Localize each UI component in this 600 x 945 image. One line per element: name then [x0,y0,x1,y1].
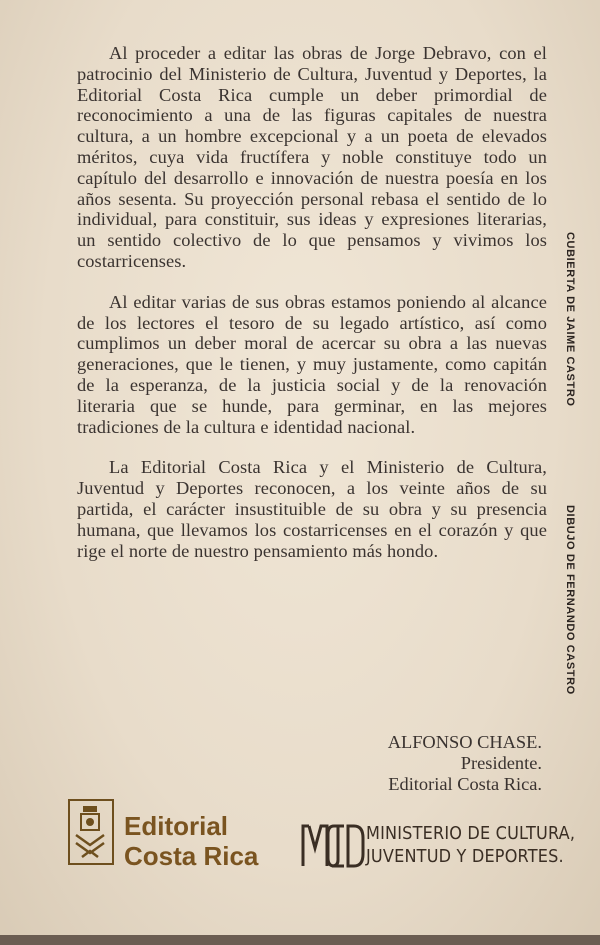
drawing-credit: DIBUJO DE FERNANDO CASTRO [564,505,576,695]
signatory-organization: Editorial Costa Rica. [388,774,542,794]
ministerio-wordmark [366,823,575,869]
editorial-costa-rica-wordmark [124,811,258,871]
mcjd-monogram-icon [300,820,366,870]
editorial-statement [77,43,547,581]
ecr-line-2: Costa Rica [124,841,259,871]
paragraph-2: Al editar varias de sus obras estamos poniendo al alcance de los lectores el tesoro de su legado artístico, así como cumplimos un deber moral de acercar su obra a las nuevas generaciones, que le tienen, y muy justamente, como capitán de la esperanza, de la justicia social y de la renovación literaria que se hunde, para germinar, en las mejores tradiciones de la cultura e identidad nacional. [77,291,547,437]
signatory-role: Presidente. [460,753,542,773]
mcjd-line-1: MINISTERIO DE CULTURA, [366,824,576,844]
ministerio-cultura-logo [300,820,580,872]
book-emblem-icon [68,799,114,865]
page-bottom-edge [0,935,600,945]
paragraph-1: Al proceder a editar las obras de Jorge Debravo, con el patrocinio del Ministerio de Cultura, Juventud y Deportes, la Editorial Costa Rica cumple un deber primordial de reconocimiento a una de las figuras capitales de nuestra cultura, a un hombre excepcional y a un poeta de elevados méritos, cuya vida fructífera y noble constituye todo un capítulo del desarrollo e innovación de nuestra poesía en los años sesenta. Su proyección personal rebasa el sentido de lo individual, para constituir, sus ideas y expresiones literarias, un sentido colectivo de lo que pensamos y vivimos los costarricenses. [77,43,547,271]
cover-credit: CUBIERTA DE JAIME CASTRO [564,232,576,407]
signatory-name: ALFONSO CHASE. [387,732,542,752]
signature-block [242,732,542,795]
ecr-line-1: Editorial [124,811,229,841]
paragraph-3: La Editorial Costa Rica y el Ministerio de Cultura, Juventud y Deportes reconocen, a los veinte años de su partida, el carácter insustituible de su obra y su presencia humana, que llevamos los costarricenses en el corazón y que rige el norte de nuestro pensamiento más hondo. [77,457,547,561]
mcjd-line-2: JUVENTUD Y DEPORTES. [366,847,564,867]
editorial-costa-rica-logo [68,797,268,869]
